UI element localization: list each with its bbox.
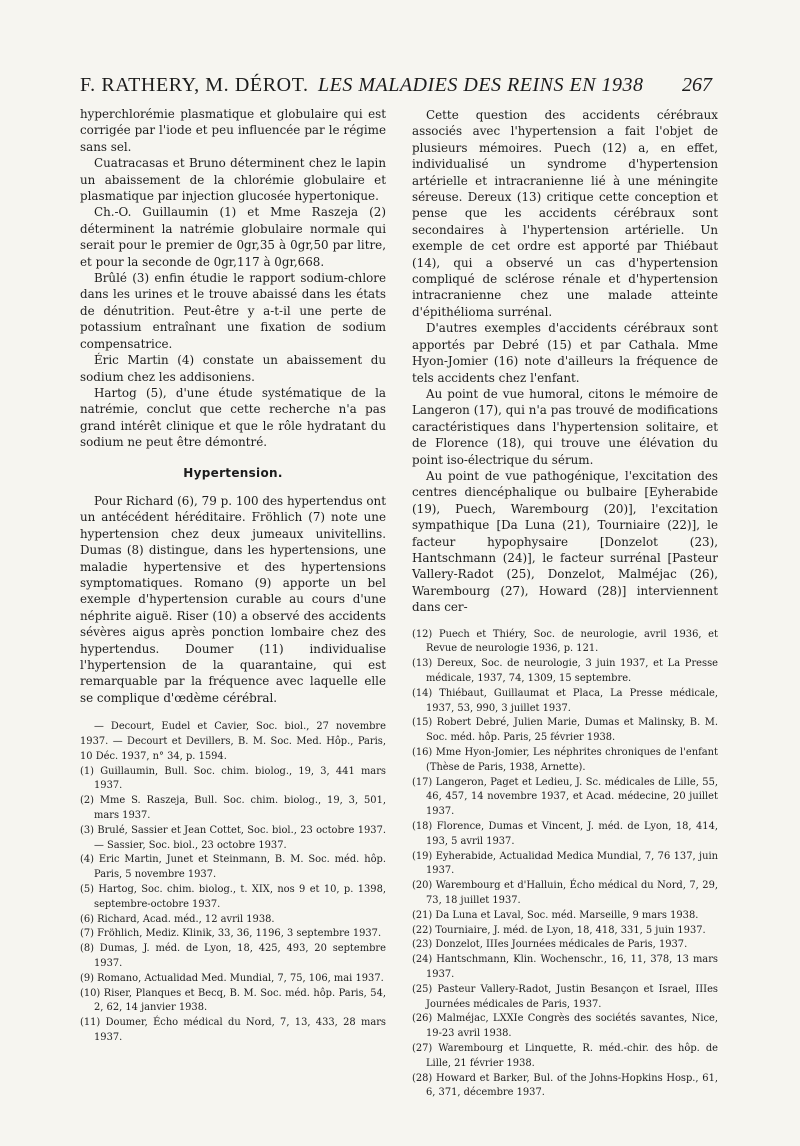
footnote: (11) Doumer, Écho médical du Nord, 7, 13, 433, 28 mars 1937.: [80, 1017, 386, 1043]
footnote: (19) Eyherabide, Actualidad Medica Mundial, 7, 76 137, juin 1937.: [412, 850, 718, 877]
paragraph: Éric Martin (4) constate un abaissement du sodium chez les addisoniens.: [80, 353, 386, 384]
footnote: (12) Puech et Thiéry, Soc. de neurologie, avril 1936, et Revue de neurologie 1936, p. 121.: [412, 628, 718, 655]
page-number: 267: [682, 74, 712, 96]
running-header: [80, 74, 712, 100]
left-column: [80, 106, 386, 1046]
footnotes-left: [80, 720, 386, 1046]
footnote: (9) Romano, Actualidad Med. Mundial, 7, 75, 106, mai 1937.: [80, 972, 384, 984]
footnote: (21) Da Luna et Laval, Soc. méd. Marseille, 9 mars 1938.: [412, 909, 699, 921]
right-column: [412, 107, 718, 1101]
paragraph: Ch.-O. Guillaumin (1) et Mme Raszeja (2) déterminent la natrémie globulaire normale qui serait pour le premier de 0gr,35 à 0gr,50 par litre, et pour la seconde de 0gr,117 à 0gr,668.: [80, 205, 386, 269]
paragraph: Brûlé (3) enfin étudie le rapport sodium-chlore dans les urines et le trouve abaissé dans les états de dénutrition. Peut-être y a-t-il une perte de potassium entraînant une fixation de sodium compensatrice.: [80, 271, 386, 351]
footnote: (8) Dumas, J. méd. de Lyon, 18, 425, 493, 20 septembre 1937.: [80, 943, 386, 969]
footnote: (14) Thiébaut, Guillaumat et Placa, La Presse médicale, 1937, 53, 990, 3 juillet 1937.: [412, 687, 718, 714]
footnote: (27) Warembourg et Linquette, R. méd.-chir. des hôp. de Lille, 21 février 1938.: [412, 1042, 718, 1069]
paragraph: D'autres exemples d'accidents cérébraux sont apportés par Debré (15) et par Cathala. Mme Hyon-Jomier (16) note d'ailleurs la fréquence de tels accidents chez l'enfant.: [412, 321, 718, 385]
paragraph: Au point de vue humoral, citons le mémoire de Langeron (17), qui n'a pas trouvé de modifications caractéristiques dans l'hypertension solitaire, et de Florence (18), qui trouve une élévation du point iso-électrique du sérum.: [412, 386, 718, 467]
footnote: (1) Guillaumin, Bull. Soc. chim. biolog., 19, 3, 441 mars 1937.: [80, 765, 386, 792]
footnote: (4) Eric Martin, Junet et Steinmann, B. M. Soc. méd. hôp. Paris, 5 novembre 1937.: [80, 854, 386, 881]
paragraph: Cuatracasas et Bruno déterminent chez le lapin un abaissement de la chlorémie globulaire et plasmatique par injection glucosée hypertonique.: [80, 156, 386, 204]
footnote: (6) Richard, Acad. méd., 12 avril 1938.: [80, 913, 275, 925]
footnote: (17) Langeron, Paget et Ledieu, J. Sc. médicales de Lille, 55, 46, 457, 14 novembre 1937, et Acad. médecine, 20 juillet 1937.: [412, 776, 718, 818]
footnote: (25) Pasteur Vallery-Radot, Justin Besançon et Israel, IIIes Journées médicales de Paris, 1937.: [412, 983, 718, 1010]
footnote: (28) Howard et Barker, Bul. of the Johns-Hopkins Hosp., 61, 6, 371, décembre 1937.: [412, 1072, 718, 1099]
footnote: (20) Warembourg et d'Halluin, Écho médical du Nord, 7, 29, 73, 18 juillet 1937.: [412, 880, 718, 906]
header-title: LES MALADIES DES REINS EN 1938: [318, 74, 644, 96]
footnote: (24) Hantschmann, Klin. Wochenschr., 16, 11, 378, 13 mars 1937.: [412, 954, 718, 980]
footnote: (18) Florence, Dumas et Vincent, J. méd. de Lyon, 18, 414, 193, 5 avril 1937.: [412, 820, 718, 847]
footnote: (13) Dereux, Soc. de neurologie, 3 juin 1937, et La Presse médicale, 1937, 74, 1309, 15 septembre.: [412, 658, 718, 684]
footnote: — Decourt, Eudel et Cavier, Soc. biol., 27 novembre 1937. — Decourt et Devillers, B. M. Soc. Med. Hôp., Paris, 10 Déc. 1937, n° 34, p. 1594.: [80, 721, 386, 762]
paragraph: Hartog (5), d'une étude systématique de la natrémie, conclut que cette recherche n'a pas grand intérêt clinique et que le rôle hydratant du sodium ne peut être démontré.: [80, 385, 386, 450]
footnote: (26) Malméjac, LXXIe Congrès des sociétés savantes, Nice, 19-23 avril 1938.: [412, 1013, 718, 1040]
paragraph: Au point de vue pathogénique, l'excitation des centres diencéphalique ou bulbaire [Eyherabide (19), Puech, Warembourg (20)], l'excitation sympathique [Da Luna (21), Tourniaire (22)], le facteur hypophysaire [Donzelot (23), Hantschmann (24)], le facteur surrénal [Pasteur Vallery-Radot (25), Donzelot, Malméjac (26), Warembourg (27), Howard (28)] interviennent dans cer-: [412, 468, 718, 615]
header-authors: F. RATHERY, M. DÉROT.: [80, 74, 309, 96]
footnote: (22) Tourniaire, J. méd. de Lyon, 18, 418, 331, 5 juin 1937.: [412, 924, 706, 936]
paragraph: Pour Richard (6), 79 p. 100 des hypertendus ont un antécédent héréditaire. Fröhlich (7) note une hypertension chez deux jumeaux univitellins. Dumas (8) distingue, dans les hypertensions, une maladie hypertensive et des hypertensions symptomatiques. Romano (9) apporte un bel exemple d'hypertension curable au cours d'une néphrite aiguë. Riser (10) a observé des accidents sévères aigus après ponction lombaire chez des hypertendus. Doumer (11) individualise l'hypertension de la quarantaine, qui est remarquable par la fréquence avec laquelle elle se complique d'œdème cérébral.: [80, 493, 386, 705]
footnote: (3) Brulé, Sassier et Jean Cottet, Soc. biol., 23 octobre 1937. — Sassier, Soc. biol., 23 octobre 1937.: [80, 824, 386, 851]
footnote: (5) Hartog, Soc. chim. biolog., t. XIX, nos 9 et 10, p. 1398, septembre-octobre 1937.: [80, 883, 386, 910]
footnote: (16) Mme Hyon-Jomier, Les néphrites chroniques de l'enfant (Thèse de Paris, 1938, Arnette).: [412, 746, 718, 773]
section-heading: Hypertension.: [183, 465, 283, 480]
footnote: (7) Fröhlich, Mediz. Klinik, 33, 36, 1196, 3 septembre 1937.: [80, 928, 382, 940]
footnote: (10) Riser, Planques et Becq, B. M. Soc. méd. hôp. Paris, 54, 2, 62, 14 janvier 1938.: [80, 987, 386, 1014]
footnote: (23) Donzelot, IIIes Journées médicales de Paris, 1937.: [412, 939, 688, 951]
footnote: (15) Robert Debré, Julien Marie, Dumas et Malinsky, B. M. Soc. méd. hôp. Paris, 25 février 1938.: [412, 717, 718, 744]
paragraph: hyperchlorémie plasmatique et globulaire qui est corrigée par l'iode et peu influencée par le régime sans sel.: [80, 107, 386, 154]
footnote: (2) Mme S. Raszeja, Bull. Soc. chim. biolog., 19, 3, 501, mars 1937.: [80, 795, 386, 821]
footnotes-right: [412, 628, 718, 1102]
paragraph: Cette question des accidents cérébraux associés avec l'hypertension a fait l'objet de plusieurs mémoires. Puech (12) a, en effet, individualisé un syndrome d'hypertension artérielle et intracranienne lié à une méningite séreuse. Dereux (13) critique cette conception et pense que les accidents cérébraux sont secondaires à l'hypertension artérielle. Un exemple de cet ordre est apporté par Thiébaut (14), qui a observé un cas d'hypertension compliqué de sclérose rénale et d'hypertension intracranienne chez une malade atteinte d'épithélioma surrénal.: [412, 108, 718, 319]
